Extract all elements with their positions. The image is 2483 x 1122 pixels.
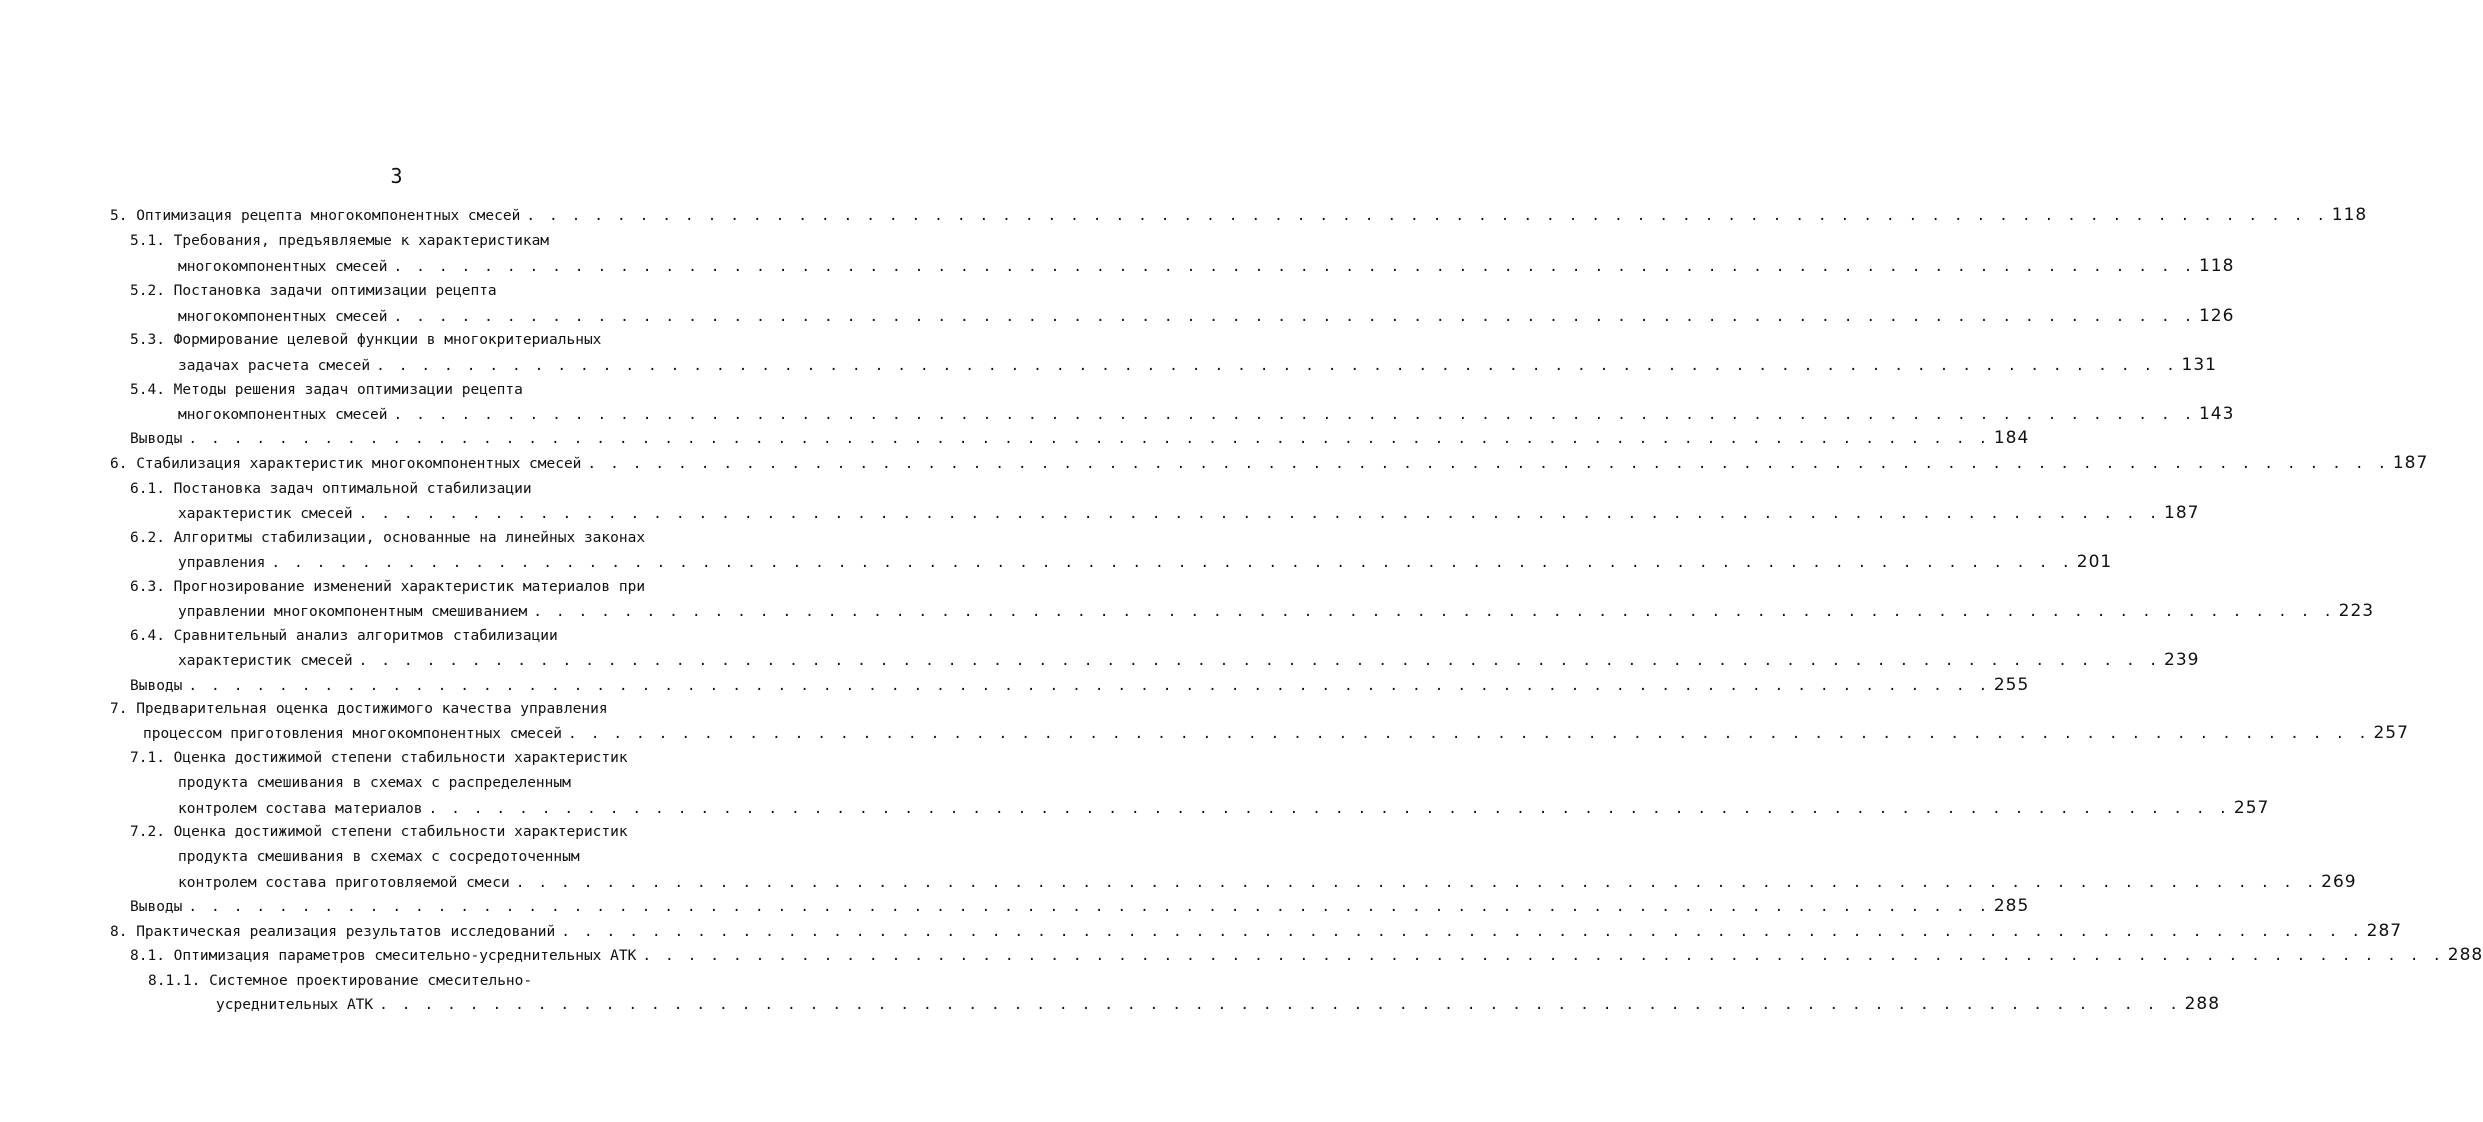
toc-entry-line — [178, 771, 571, 795]
toc-entry-line — [130, 229, 549, 253]
toc-page-number: 143 — [2198, 404, 2235, 424]
toc-entry-title: 8. Практическая реализация результатов исследований — [110, 924, 556, 940]
toc-entry-line — [178, 550, 2113, 574]
toc-entry-line — [178, 353, 2217, 377]
toc-dot-leader: . . . . . . . . . . . . . . . . . . . . . . . . . . . . . . . . . . . . . . . . . . . . . . . . . . . . . . . . . . . . . . . . . . . . . . . . . . . . . . . . — [376, 358, 2178, 374]
toc-entry-line — [130, 624, 558, 648]
toc-entry-title: многокомпонентных смесей — [178, 259, 388, 275]
toc-page-number: 239 — [2164, 650, 2200, 670]
toc-entry-title: 5.3. Формирование целевой функции в многокритериальных — [130, 332, 602, 348]
toc-entry-title: 8.1. Оптимизация параметров смесительно-усреднительных АТК — [130, 948, 637, 964]
toc-dot-leader: . . . . . . . . . . . . . . . . . . . . . . . . . . . . . . . . . . . . . . . . . . . . . . . . . . . . . . . . . . . . . . . . . . . . . . . . . . . . . . . . — [188, 899, 1990, 915]
toc-dot-leader: . . . . . . . . . . . . . . . . . . . . . . . . . . . . . . . . . . . . . . . . . . . . . . . . . . . . . . . . . . . . . . . . . . . . . . . . . . . . . . . . — [515, 875, 2318, 891]
toc-dot-leader: . . . . . . . . . . . . . . . . . . . . . . . . . . . . . . . . . . . . . . . . . . . . . . . . . . . . . . . . . . . . . . . . . . . . . . . . . . . . . . . . — [393, 259, 2195, 275]
toc-entry-line — [110, 451, 2429, 475]
toc-entry-line — [130, 477, 532, 501]
toc-entry-title: Выводы — [130, 678, 183, 694]
toc-page-number: 255 — [1993, 675, 2030, 695]
toc-entry-title: 5.4. Методы решения задач оптимизации рецепта — [130, 382, 523, 398]
toc-entry-title: управления — [178, 555, 266, 571]
toc-entry-line — [130, 673, 2030, 697]
toc-page-number: 131 — [2181, 355, 2217, 375]
toc-entry-title: контролем состава материалов — [178, 801, 423, 817]
toc-entry-line — [178, 254, 2235, 278]
toc-entry-line — [178, 402, 2235, 426]
toc-entry-title: 6.3. Прогнозирование изменений характеристик материалов при — [130, 579, 646, 595]
toc-dot-leader: . . . . . . . . . . . . . . . . . . . . . . . . . . . . . . . . . . . . . . . . . . . . . . . . . . . . . . . . . . . . . . . . . . . . . . . . . . . . . . . . — [393, 407, 2195, 423]
toc-page-number: 201 — [2076, 552, 2113, 572]
toc-entry-title: 5. Оптимизация рецепта многокомпонентных смесей — [110, 208, 521, 224]
toc-entry-title: задачах расчета смесей — [178, 358, 371, 374]
toc-dot-leader: . . . . . . . . . . . . . . . . . . . . . . . . . . . . . . . . . . . . . . . . . . . . . . . . . . . . . . . . . . . . . . . . . . . . . . . . . . . . . . . . — [561, 924, 2363, 940]
toc-dot-leader: . . . . . . . . . . . . . . . . . . . . . . . . . . . . . . . . . . . . . . . . . . . . . . . . . . . . . . . . . . . . . . . . . . . . . . . . . . . . . . . . — [533, 604, 2335, 620]
toc-page-number: 257 — [2233, 798, 2270, 818]
toc-dot-leader: . . . . . . . . . . . . . . . . . . . . . . . . . . . . . . . . . . . . . . . . . . . . . . . . . . . . . . . . . . . . . . . . . . . . . . . . . . . . . . . . — [642, 948, 2444, 964]
toc-entry-line — [178, 845, 580, 869]
toc-entry-title: управлении многокомпонентным смешиванием — [178, 604, 528, 620]
toc-entry-line — [143, 721, 2409, 745]
toc-entry-line — [130, 943, 2483, 967]
toc-entry-line — [148, 969, 532, 993]
toc-page-number: 288 — [2184, 994, 2221, 1014]
toc-entry-line — [178, 304, 2235, 328]
toc-dot-leader: . . . . . . . . . . . . . . . . . . . . . . . . . . . . . . . . . . . . . . . . . . . . . . . . . . . . . . . . . . . . . . . . . . . . . . . . . . . . . . . . — [358, 653, 2161, 669]
toc-entry-title: 7.1. Оценка достижимой степени стабильности характеристик — [130, 750, 628, 766]
toc-entry-title: Выводы — [130, 431, 183, 447]
toc-entry-line — [178, 796, 2270, 820]
toc-page-number: 288 — [2447, 945, 2483, 965]
toc-entry-title: многокомпонентных смесей — [178, 407, 388, 423]
toc-entry-title: продукта смешивания в схемах с сосредоточенным — [178, 849, 580, 865]
toc-entry-line — [130, 820, 628, 844]
toc-page-number: 223 — [2338, 601, 2375, 621]
toc-entry-title: 8.1.1. Системное проектирование смесительно- — [148, 973, 533, 989]
toc-entry-title: 7.2. Оценка достижимой степени стабильности характеристик — [130, 824, 628, 840]
toc-page-number: 184 — [1993, 428, 2030, 448]
toc-entry-line — [130, 894, 2030, 918]
toc-dot-leader: . . . . . . . . . . . . . . . . . . . . . . . . . . . . . . . . . . . . . . . . . . . . . . . . . . . . . . . . . . . . . . . . . . . . . . . . . . . . . . . . — [188, 431, 1990, 447]
toc-entry-line — [130, 526, 645, 550]
toc-page-number: 269 — [2321, 872, 2357, 892]
toc-entry-title: контролем состава приготовляемой смеси — [178, 875, 510, 891]
toc-dot-leader: . . . . . . . . . . . . . . . . . . . . . . . . . . . . . . . . . . . . . . . . . . . . . . . . . . . . . . . . . . . . . . . . . . . . . . . . . . . . . . . . — [358, 506, 2161, 522]
toc-entry-line — [130, 279, 497, 303]
toc-entry-line — [130, 426, 2030, 450]
toc-entry-line — [130, 378, 523, 402]
toc-entry-title: 6. Стабилизация характеристик многокомпонентных смесей — [110, 456, 582, 472]
toc-entry-line — [178, 501, 2200, 525]
toc-entry-title: продукта смешивания в схемах с распределенным — [178, 775, 571, 791]
toc-page-number: 126 — [2198, 306, 2235, 326]
toc-entry-title: процессом приготовления многокомпонентных смесей — [143, 726, 563, 742]
toc-page-number: 118 — [2198, 256, 2235, 276]
toc-page-number: 257 — [2373, 723, 2409, 743]
toc-dot-leader: . . . . . . . . . . . . . . . . . . . . . . . . . . . . . . . . . . . . . . . . . . . . . . . . . . . . . . . . . . . . . . . . . . . . . . . . . . . . . . . . — [271, 555, 2073, 571]
toc-entry-title: многокомпонентных смесей — [178, 309, 388, 325]
toc-dot-leader: . . . . . . . . . . . . . . . . . . . . . . . . . . . . . . . . . . . . . . . . . . . . . . . . . . . . . . . . . . . . . . . . . . . . . . . . . . . . . . . . — [393, 309, 2195, 325]
toc-entry-title: характеристик смесей — [178, 506, 353, 522]
toc-dot-leader: . . . . . . . . . . . . . . . . . . . . . . . . . . . . . . . . . . . . . . . . . . . . . . . . . . . . . . . . . . . . . . . . . . . . . . . . . . . . . . . . — [526, 208, 2328, 224]
toc-entry-line — [178, 870, 2357, 894]
toc-entry-title: характеристик смесей — [178, 653, 353, 669]
toc-page-number: 285 — [1993, 896, 2030, 916]
toc-entry-line — [178, 648, 2200, 672]
toc-entry-title: 6.2. Алгоритмы стабилизации, основанные на линейных законах — [130, 530, 646, 546]
toc-dot-leader: . . . . . . . . . . . . . . . . . . . . . . . . . . . . . . . . . . . . . . . . . . . . . . . . . . . . . . . . . . . . . . . . . . . . . . . . . . . . . . . . — [379, 997, 2181, 1013]
toc-dot-leader: . . . . . . . . . . . . . . . . . . . . . . . . . . . . . . . . . . . . . . . . . . . . . . . . . . . . . . . . . . . . . . . . . . . . . . . . . . . . . . . . — [587, 456, 2389, 472]
toc-entry-title: 5.1. Требования, предъявляемые к характеристикам — [130, 233, 550, 249]
toc-page-number: 187 — [2164, 503, 2200, 523]
toc-page-number: 287 — [2366, 921, 2403, 941]
toc-entry-title: 6.4. Сравнительный анализ алгоритмов стабилизации — [130, 628, 558, 644]
toc-entry-line — [130, 575, 645, 599]
toc-dot-leader: . . . . . . . . . . . . . . . . . . . . . . . . . . . . . . . . . . . . . . . . . . . . . . . . . . . . . . . . . . . . . . . . . . . . . . . . . . . . . . . . — [428, 801, 2230, 817]
toc-entry-line — [178, 599, 2375, 623]
toc-entry-line — [110, 697, 608, 721]
toc-entry-line — [110, 919, 2403, 943]
toc-page-number: 118 — [2331, 205, 2368, 225]
toc-entry-title: усреднительных АТК — [216, 997, 374, 1013]
toc-page-number: 187 — [2392, 453, 2429, 473]
toc-entry-title: Выводы — [130, 899, 183, 915]
toc-entry-title: 6.1. Постановка задач оптимальной стабилизации — [130, 481, 532, 497]
toc-entry-line — [130, 746, 628, 770]
toc-dot-leader: . . . . . . . . . . . . . . . . . . . . . . . . . . . . . . . . . . . . . . . . . . . . . . . . . . . . . . . . . . . . . . . . . . . . . . . . . . . . . . . . — [568, 726, 2370, 742]
toc-entry-line — [130, 328, 601, 352]
toc-entry-line — [216, 992, 2221, 1016]
page-number: 3 — [390, 164, 403, 188]
toc-dot-leader: . . . . . . . . . . . . . . . . . . . . . . . . . . . . . . . . . . . . . . . . . . . . . . . . . . . . . . . . . . . . . . . . . . . . . . . . . . . . . . . . — [188, 678, 1990, 694]
toc-entry-title: 7. Предварительная оценка достижимого качества управления — [110, 701, 608, 717]
toc-entry-line — [110, 203, 2368, 227]
toc-entry-title: 5.2. Постановка задачи оптимизации рецепта — [130, 283, 497, 299]
